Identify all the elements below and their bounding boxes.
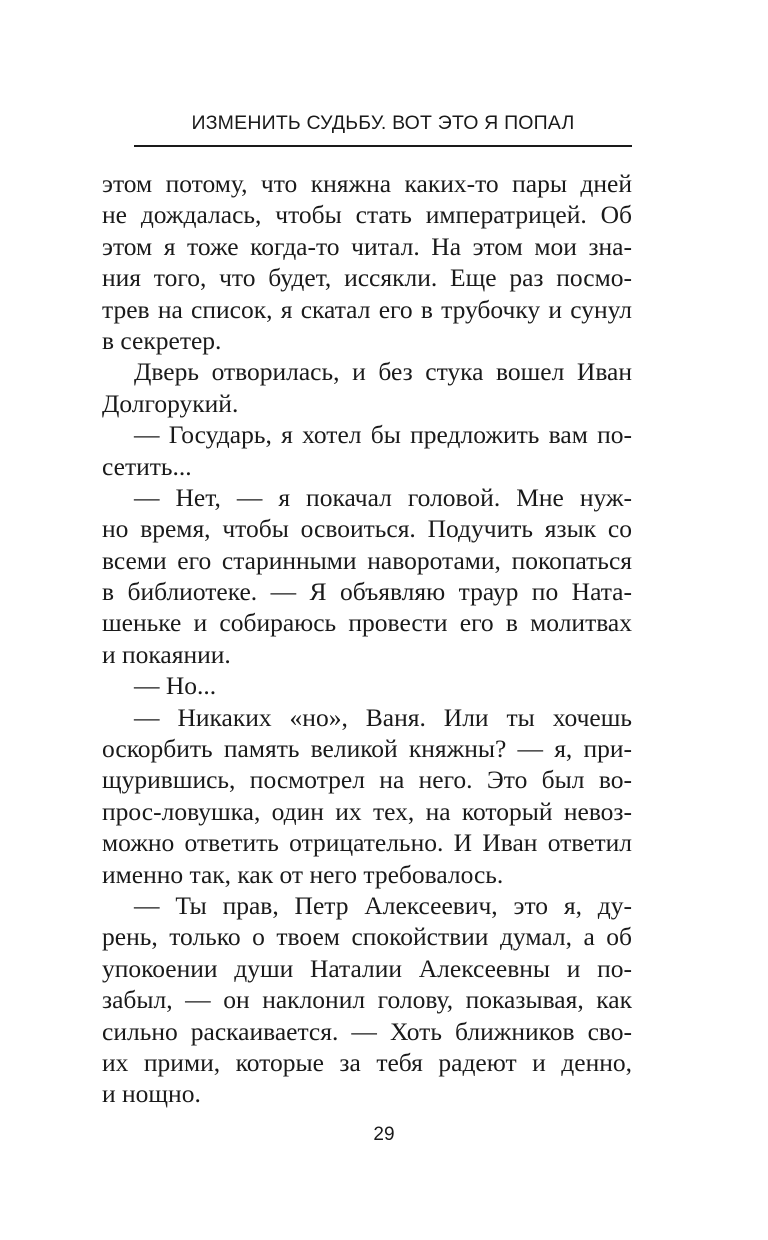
- text-line: не дождалась, чтобы стать императрицей. Об: [102, 200, 632, 230]
- text-line: можно ответить отрицательно. И Иван ответил: [102, 828, 632, 858]
- text-line: но время, чтобы освоиться. Подучить язык со: [102, 514, 632, 544]
- text-line: Дверь отворилась, и без стука вошел Иван: [134, 357, 632, 387]
- text-line: прос-ловушка, один их тех, на который невоз-: [102, 796, 632, 826]
- text-line: в библиотеке. — Я объявляю траур по Ната-: [102, 577, 632, 607]
- text-line: именно так, как от него требовалось.: [102, 859, 504, 889]
- text-line: — Ты прав, Петр Алексеевич, это я, ду-: [134, 890, 632, 920]
- text-line: оскорбить память великой княжны? — я, при-: [102, 734, 632, 764]
- text-line: шеньке и собираюсь провести его в молитвах: [102, 608, 632, 638]
- text-line: и покаянии.: [102, 639, 231, 669]
- running-title: ИЗМЕНИТЬ СУДЬБУ. ВОТ ЭТО Я ПОПАЛ: [191, 112, 575, 134]
- text-line: упокоении души Наталии Алексеевны и по-: [102, 953, 632, 983]
- text-line: и нощно.: [102, 1079, 201, 1109]
- text-line: этом я тоже когда-то читал. На этом мои зна-: [102, 231, 632, 261]
- text-line: щурившись, посмотрел на него. Это был во-: [102, 765, 632, 795]
- text-line: — Но...: [134, 671, 217, 701]
- text-line: Долгорукий.: [102, 388, 239, 418]
- text-line: — Государь, я хотел бы предложить вам по-: [134, 420, 632, 450]
- text-line: сетить...: [102, 451, 192, 481]
- text-line: трев на список, я скатал его в трубочку и сунул: [102, 294, 632, 324]
- text-line: сильно раскаивается. — Хоть ближников сво-: [102, 1016, 632, 1046]
- text-line: их прими, которые за тебя радеют и денно,: [102, 1047, 632, 1077]
- text-line: всеми его старинными наворотами, покопаться: [102, 545, 632, 575]
- text-line: забыл, — он наклонил голову, показывая, как: [102, 985, 632, 1015]
- text-line: этом потому, что княжна каких-то пары дней: [102, 169, 632, 198]
- page-number: 29: [373, 1124, 395, 1145]
- text-line: — Нет, — я покачал головой. Мне нуж-: [134, 482, 632, 512]
- text-line: рень, только о твоем спокойствии думал, а об: [102, 922, 632, 952]
- text-line: — Никаких «но», Ваня. Или ты хочешь: [134, 702, 632, 732]
- page-body-text: [102, 168, 632, 1110]
- header-rule: [134, 145, 632, 147]
- text-line: ния того, что будет, иссякли. Еще раз посмо-: [102, 263, 632, 293]
- text-line: в секретер.: [102, 325, 222, 355]
